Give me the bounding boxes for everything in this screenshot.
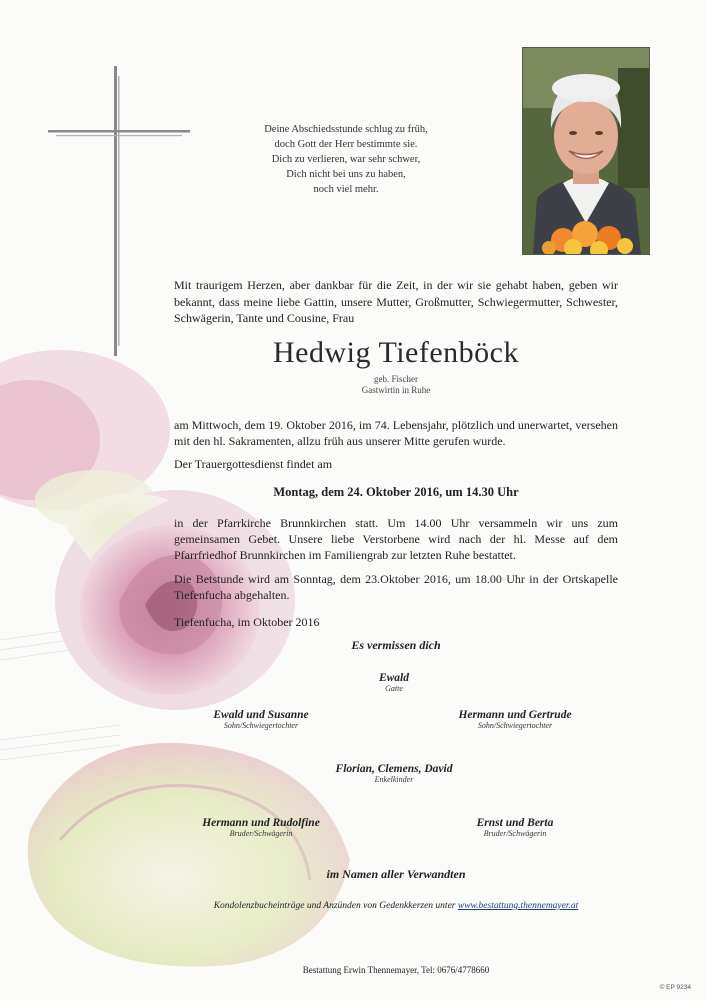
service-date: Montag, dem 24. Oktober 2016, um 14.30 Uhr: [273, 485, 519, 499]
mourner-name: Ernst und Berta: [476, 817, 554, 829]
intro-text: Mit traurigem Herzen, aber dankbar für die Zeit, in der wir sie gehabt haben, geben wir bekannt, dass meine liebe Gattin, unsere Mutter, Großmutter, Schwiegermutter, Schwester, Schwägerin, Tante und Cousine, Frau: [174, 278, 618, 325]
condolence-text: Kondolenzbucheinträge und Anzünden von Gedenkkerzen unter: [213, 901, 456, 911]
mourner-role: Enkelkinder: [374, 775, 414, 784]
prayer-hour-text: Die Betstunde wird am Sonntag, dem 23.Oktober 2016, um 18.00 Uhr in der Ortskapelle Tiefenfucha abgehalten.: [174, 572, 618, 602]
mourner-role: Sohn/Schwiegertochter: [477, 721, 553, 730]
maiden-name: geb. Fischer: [374, 374, 418, 384]
mourner-role: Bruder/Schwägerin: [483, 829, 547, 838]
poem-line: Dich zu verlieren, war sehr schwer,: [271, 154, 421, 165]
mourner-name: Ewald und Susanne: [213, 709, 309, 721]
all-relatives-text: im Namen aller Verwandten: [326, 867, 466, 881]
poem-line: doch Gott der Herr bestimmte sie.: [274, 139, 418, 150]
service-intro: Der Trauergottesdienst findet am: [174, 457, 333, 471]
poem-line: noch viel mehr.: [313, 184, 379, 195]
mourner-name: Ewald: [378, 672, 410, 684]
mourner-role: Bruder/Schwägerin: [229, 829, 293, 838]
deceased-name: Hedwig Tiefenböck: [273, 336, 519, 369]
document-code: © EP 9234: [659, 984, 691, 991]
funeral-home-footer: Bestattung Erwin Thennemayer, Tel: 0676/4778660: [302, 965, 490, 975]
mourner-grandchildren: [294, 763, 494, 784]
mourner-name: Hermann und Rudolfine: [202, 817, 320, 829]
death-text: am Mittwoch, dem 19. Oktober 2016, im 74. Lebensjahr, plötzlich und unerwartet, versehen mit den hl. Sakramenten, allzu früh aus unserer Mitte gerufen wurde.: [174, 418, 618, 448]
mourner-ernst-berta: [430, 817, 600, 838]
condolence-line: [174, 901, 618, 911]
portrait-photo: [522, 47, 650, 255]
miss-you-heading: Es vermissen dich: [351, 638, 441, 652]
occupation: Gastwirtin in Ruhe: [361, 385, 431, 395]
mourner-name: Florian, Clemens, David: [335, 763, 453, 775]
mourner-hermann-rudolfine: [176, 817, 346, 838]
poem-line: Deine Abschiedsstunde schlug zu früh,: [264, 124, 428, 135]
deceased-details: [174, 374, 618, 396]
mourner-role: Gatte: [385, 684, 403, 693]
mourner-name: Hermann und Gertrude: [458, 709, 572, 721]
service-details: in der Pfarrkirche Brunnkirchen statt. Um 14.00 Uhr versammeln wir uns zum gemeinsamen Gebet. Unsere liebe Verstorbene wird nach der hl. Messe auf dem Pfarrfriedhof Brunnkirchen im Familiengrab zur letzten Ruhe bestattet.: [174, 516, 618, 562]
memorial-poem: [226, 122, 466, 197]
mourner-role: Sohn/Schwiegertochter: [223, 721, 299, 730]
place-date: Tiefenfucha, im Oktober 2016: [174, 615, 320, 629]
condolence-link[interactable]: www.bestattung.thennemayer.at: [457, 901, 579, 911]
mourner-ewald: [294, 672, 494, 693]
poem-line: Dich nicht bei uns zu haben,: [286, 169, 406, 180]
mourner-ewald-susanne: [176, 709, 346, 730]
cross-icon: [48, 66, 190, 356]
mourner-hermann-gertrude: [430, 709, 600, 730]
